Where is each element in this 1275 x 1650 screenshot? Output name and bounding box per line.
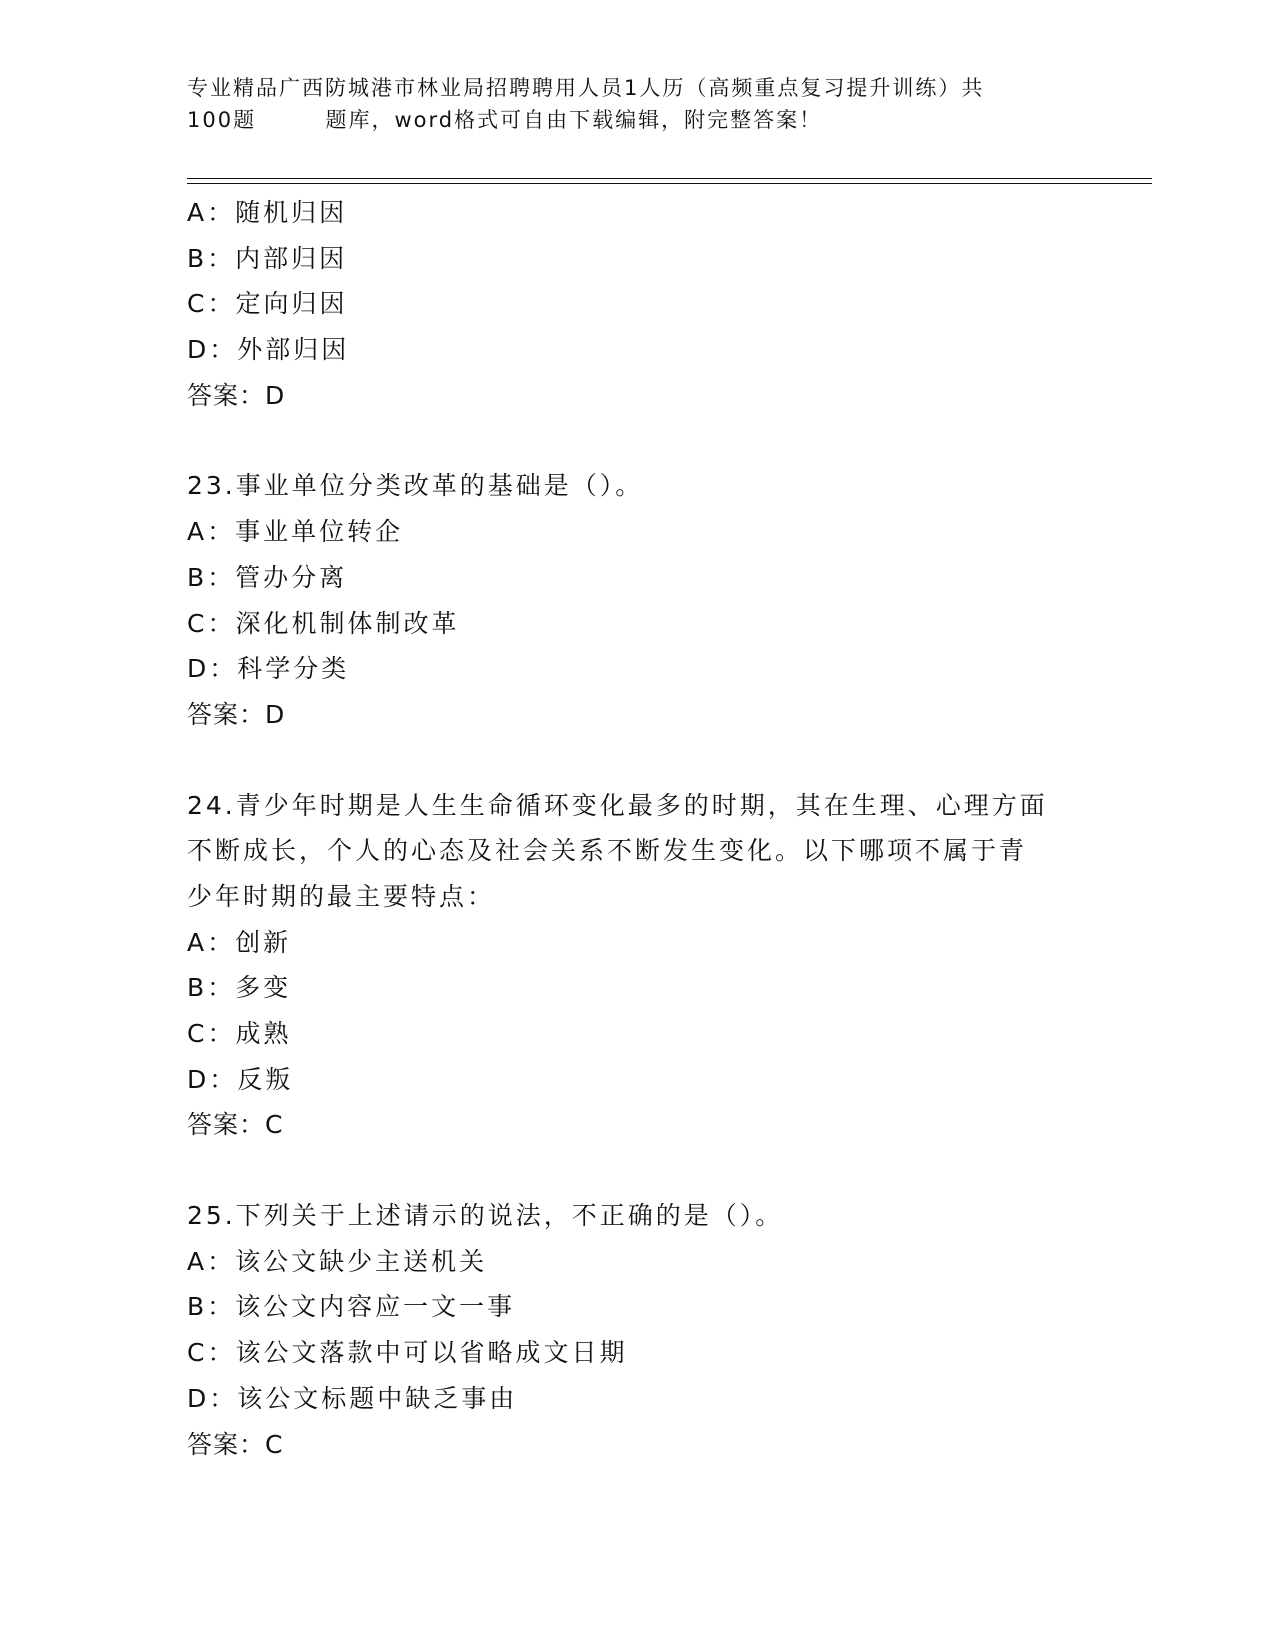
question-stem-line-3: 少年时期的最主要特点： [187,881,496,911]
spacer [187,418,1087,463]
answer: 答案：C [187,1429,284,1459]
answer: 答案：D [187,699,286,729]
option-a: A：该公文缺少主送机关 [187,1246,488,1276]
option-b: B：内部归因 [187,243,348,273]
option-d: D：外部归因 [187,335,350,365]
question-stem: 25.下列关于上述请示的说法，不正确的是（）。 [187,1201,784,1231]
question-stem: 23.事业单位分类改革的基础是（）。 [187,471,644,501]
option-a: A：创新 [187,927,292,957]
question-list [187,190,1087,1467]
spacer [187,1148,1087,1193]
question-stem-line-2: 不断成长，个人的心态及社会关系不断发生变化。以下哪项不属于青 [187,836,1028,866]
answer: 答案：D [187,380,286,410]
question-22-continued [187,190,1087,418]
option-a: A：事业单位转企 [187,517,404,547]
option-a: A：随机归因 [187,198,348,227]
header-divider-top [187,178,1152,179]
question-23 [187,463,1087,737]
option-d: D：该公文标题中缺乏事由 [187,1383,518,1413]
option-c: C：定向归因 [187,289,348,319]
option-d: D：科学分类 [187,654,350,684]
question-24 [187,783,1087,1149]
option-b: B：管办分离 [187,562,348,592]
answer: 答案：C [187,1110,284,1140]
question-stem-line-1: 24.青少年时期是人生生命循环变化最多的时期，其在生理、心理方面 [187,790,1048,820]
option-b: B：该公文内容应一文一事 [187,1292,516,1322]
option-c: C：该公文落款中可以省略成文日期 [187,1338,628,1368]
option-c: C：深化机制体制改革 [187,608,460,638]
header-divider-bottom [187,183,1152,184]
option-b: B：多变 [187,973,292,1003]
question-25 [187,1193,1087,1467]
option-d: D：反叛 [187,1064,294,1094]
header-line-1: 专业精品广西防城港市林业局招聘聘用人员1人历（高频重点复习提升训练）共 [187,76,985,100]
document-header [187,72,1087,136]
spacer [187,738,1087,783]
option-c: C：成熟 [187,1019,292,1048]
header-line-2: 100题 题库，word格式可自由下载编辑，附完整答案！ [187,108,823,132]
